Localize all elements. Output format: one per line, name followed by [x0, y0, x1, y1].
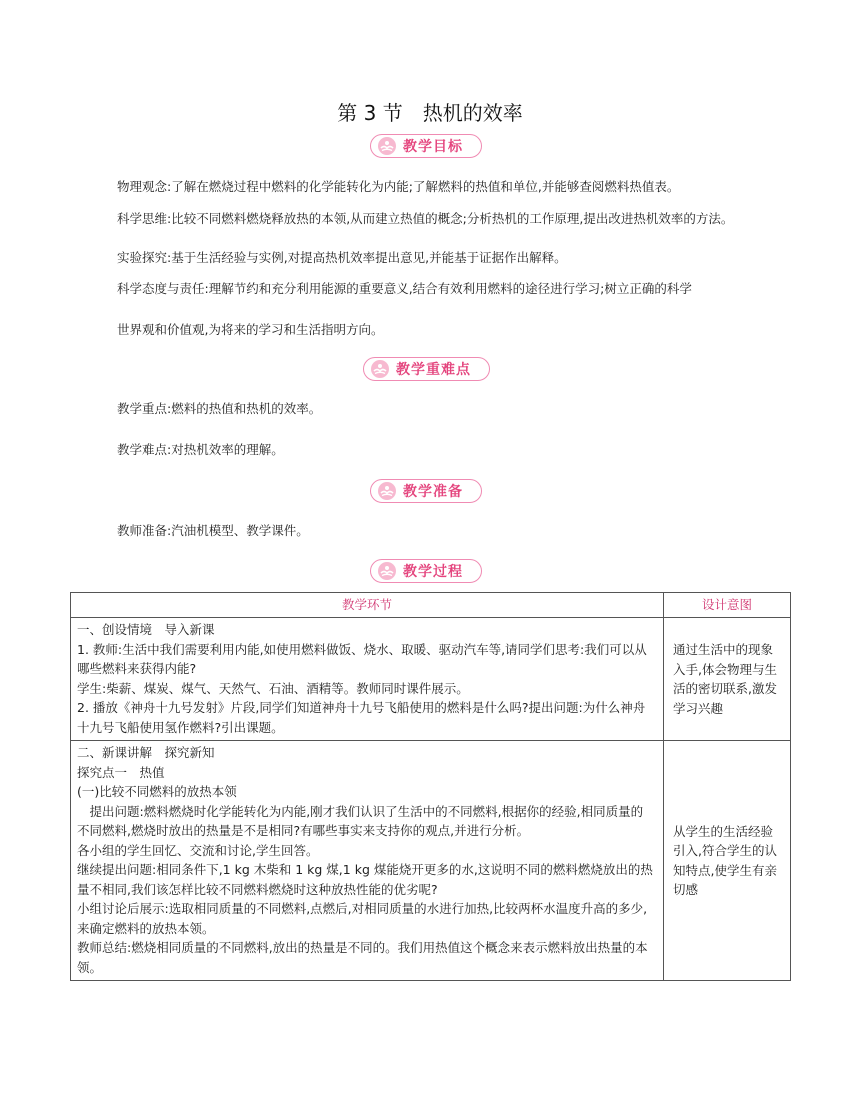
- goal-physics: 物理观念:了解在燃烧过程中燃料的化学能转化为内能;了解燃料的热值和单位,并能够查阅燃料热值表。: [117, 179, 680, 194]
- book-logo-icon: [377, 481, 397, 501]
- intent-cell: 通过生活中的现象入手,体会物理与生活的密切联系,激发学习兴趣: [664, 618, 791, 741]
- preparation-text: 教师准备:汽油机模型、教学课件。: [117, 523, 309, 538]
- step-text: 提出问题:燃料燃烧时化学能转化为内能,刚才我们认识了生活中的不同燃料,根据你的经验,相同质量的不同燃料,燃烧时放出的热量是不是相同?有哪些事实来支持你的观点,并进行分析。: [77, 803, 644, 838]
- header-design-intent: 设计意图: [664, 593, 791, 618]
- goal-attitude-cont: 世界观和价值观,为将来的学习和生活指明方向。: [117, 322, 384, 337]
- table-header-row: [71, 593, 791, 618]
- step-heading: 二、新课讲解 探究新知: [77, 745, 215, 760]
- page-title: 第 3 节 热机的效率: [337, 101, 523, 125]
- goal-thinking: 科学思维:比较不同燃料燃烧释放热的本领,从而建立热值的概念;分析热机的工作原理,提出改进热机效率的方法。: [117, 211, 734, 226]
- difficulty: 教学难点:对热机效率的理解。: [117, 442, 284, 457]
- table-row: [71, 618, 791, 741]
- step-text: 各小组的学生回忆、交流和讨论,学生回答。: [77, 842, 319, 858]
- section-title: 教学重难点: [396, 362, 471, 378]
- step-subheading: (一)比较不同燃料的放热本领: [77, 784, 237, 799]
- table-row: [71, 741, 791, 981]
- intent-cell: 从学生的生活经验引入,符合学生的认知特点,使学生有亲切感: [664, 741, 791, 981]
- section-title: 教学目标: [403, 139, 463, 155]
- step-text: 1. 教师:生活中我们需要利用内能,如使用燃料做饭、烧水、取暖、驱动汽车等,请同学们思考:我们可以从哪些燃料来获得内能?: [77, 641, 647, 676]
- step-cell: [71, 741, 664, 981]
- header-teaching-step: 教学环节: [71, 593, 664, 618]
- step-text: 2. 播放《神舟十九号发射》片段,同学们知道神舟十九号飞船使用的燃料是什么吗?提出问题:为什么神舟十九号飞船使用氢作燃料?引出课题。: [77, 700, 646, 735]
- step-text: 继续提出问题:相同条件下,1 kg 木柴和 1 kg 煤,1 kg 煤能烧开更多的水,这说明不同的燃料燃烧放出的热量不相同,我们该怎样比较不同燃料燃烧时这种放热性能的优劣呢?: [77, 862, 653, 897]
- section-badge-process: [370, 559, 482, 583]
- section-badge-goals: [370, 134, 482, 158]
- book-logo-icon: [377, 136, 397, 156]
- book-logo-icon: [370, 359, 390, 379]
- goal-attitude: 科学态度与责任:理解节约和充分利用能源的重要意义,结合有效利用燃料的途径进行学习;树立正确的科学: [117, 281, 692, 296]
- section-title: 教学准备: [403, 484, 463, 500]
- section-badge-key-points: [363, 357, 490, 381]
- key-point: 教学重点:燃料的热值和热机的效率。: [117, 401, 322, 416]
- step-text: 学生:柴薪、煤炭、煤气、天然气、石油、酒精等。教师同时课件展示。: [77, 680, 469, 696]
- step-text: 小组讨论后展示:选取相同质量的不同燃料,点燃后,对相同质量的水进行加热,比较两杯水温度升高的多少,来确定燃料的放热本领。: [77, 901, 648, 936]
- section-badge-preparation: [370, 479, 482, 503]
- book-logo-icon: [377, 561, 397, 581]
- step-text: 教师总结:燃烧相同质量的不同燃料,放出的热量是不同的。我们用热值这个概念来表示燃料放出热量的本领。: [77, 940, 648, 975]
- section-title: 教学过程: [403, 564, 463, 580]
- step-subheading: 探究点一 热值: [77, 764, 165, 780]
- step-heading: 一、创设情境 导入新课: [77, 622, 215, 637]
- process-table: [70, 592, 791, 981]
- step-cell: [71, 618, 664, 741]
- goal-experiment: 实验探究:基于生活经验与实例,对提高热机效率提出意见,并能基于证据作出解释。: [117, 250, 567, 265]
